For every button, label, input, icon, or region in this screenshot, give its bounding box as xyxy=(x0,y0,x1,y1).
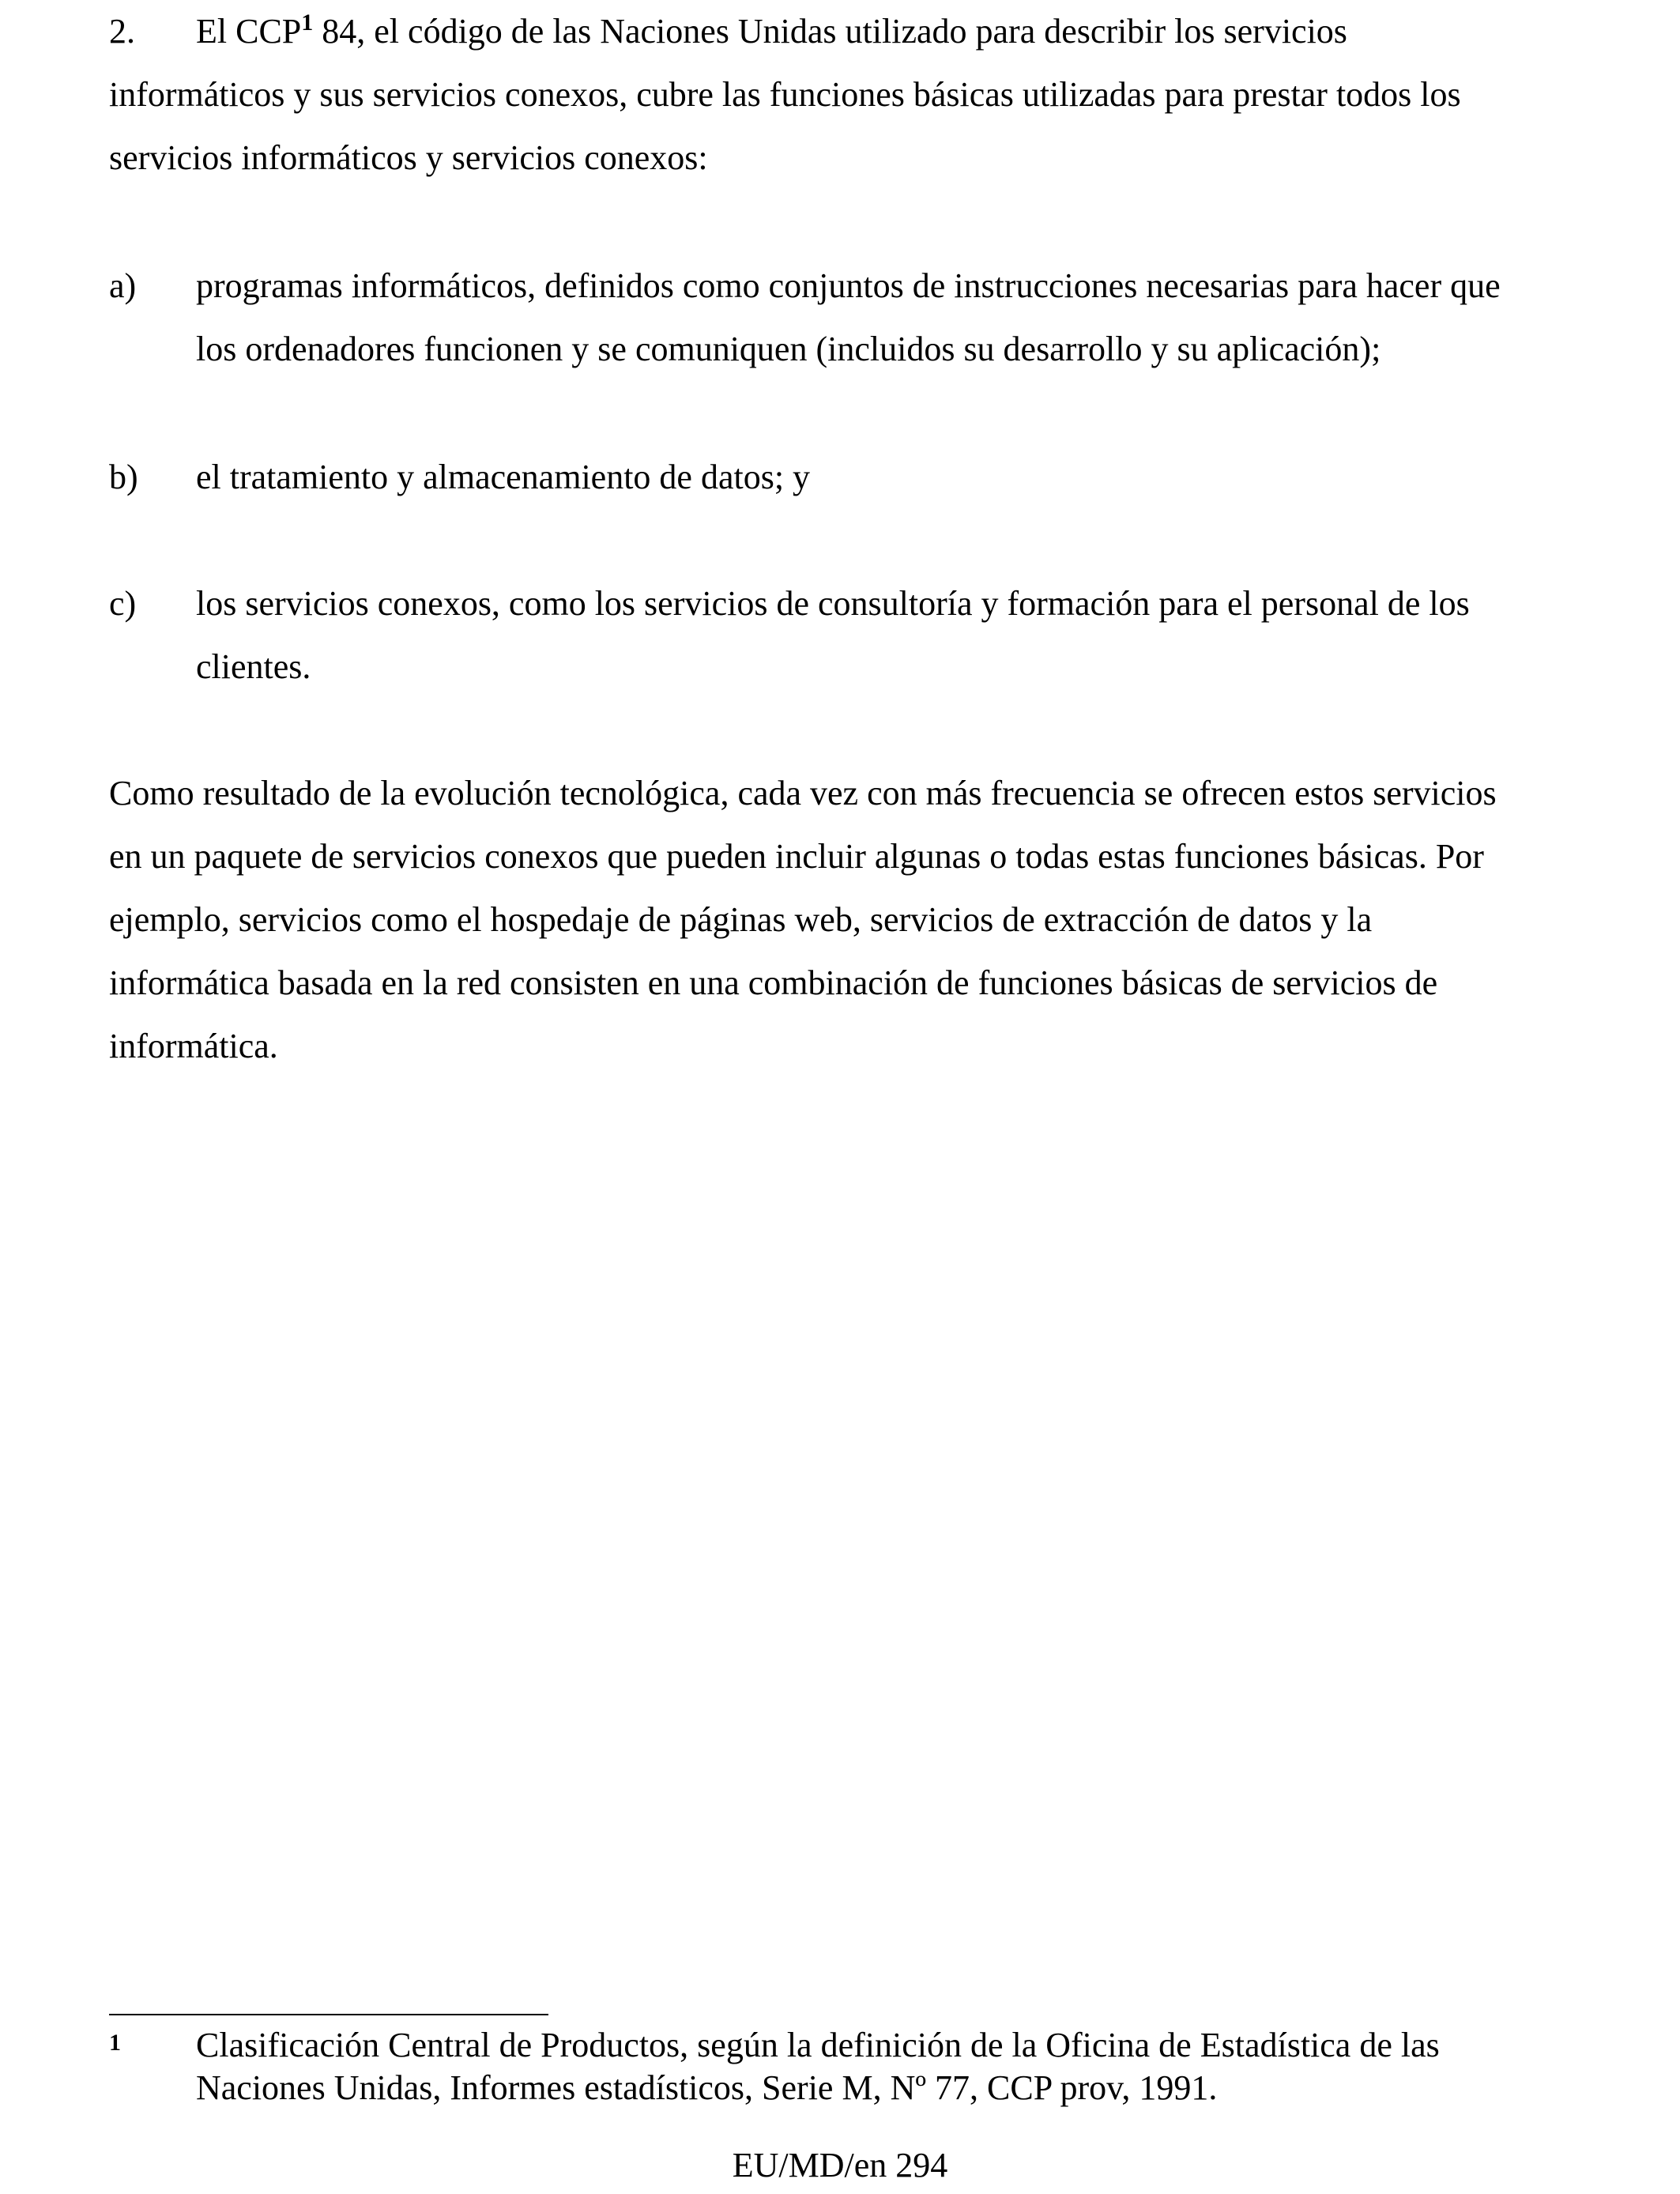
footnote-mark: 1 xyxy=(109,2030,121,2056)
closing-paragraph-line-4: informática basada en la red consisten en una combinación de funciones básicas de servicios de xyxy=(109,963,1438,1002)
list-item-label-a: a) xyxy=(109,266,137,305)
list-item-c-line-2: clientes. xyxy=(196,647,311,686)
closing-paragraph-line-3: ejemplo, servicios como el hospedaje de páginas web, servicios de extracción de datos y la xyxy=(109,900,1373,939)
closing-paragraph-line-2: en un paquete de servicios conexos que pueden incluir algunas o todas estas funciones básicas. Por xyxy=(109,837,1484,876)
page-footer: EU/MD/en 294 xyxy=(732,2146,948,2185)
closing-paragraph-line-5: informática. xyxy=(109,1027,278,1065)
footnote-separator xyxy=(109,2014,548,2015)
paragraph-2-line-1-start: El CCP xyxy=(196,12,302,51)
list-item-label-b: b) xyxy=(109,458,138,496)
paragraph-2-line-2: informáticos y sus servicios conexos, cubre las funciones básicas utilizadas para prestar todos los xyxy=(109,75,1461,114)
list-item-a-line-1: programas informáticos, definidos como conjuntos de instrucciones necesarias para hacer que xyxy=(196,266,1501,305)
paragraph-number: 2. xyxy=(109,12,135,51)
list-item-label-c: c) xyxy=(109,584,137,623)
list-item-b-line-1: el tratamiento y almacenamiento de datos; y xyxy=(196,458,811,496)
closing-paragraph-line-1: Como resultado de la evolución tecnológica, cada vez con más frecuencia se ofrecen estos servicios xyxy=(109,774,1497,812)
list-item-c-line-1: los servicios conexos, como los servicios de consultoría y formación para el personal de los xyxy=(196,584,1470,623)
paragraph-2-line-1 xyxy=(196,9,1347,51)
paragraph-2-line-3: servicios informáticos y servicios conexos: xyxy=(109,138,708,177)
paragraph-2-line-1-end: 84, el código de las Naciones Unidas utilizado para describir los servicios xyxy=(313,12,1347,51)
footnote-line-2: Naciones Unidas, Informes estadísticos, Serie M, Nº 77, CCP prov, 1991. xyxy=(196,2068,1218,2107)
footnote-reference[interactable]: 1 xyxy=(301,9,314,36)
list-item-a-line-2: los ordenadores funcionen y se comuniquen (incluidos su desarrollo y su aplicación); xyxy=(196,330,1381,368)
footnote-line-1: Clasificación Central de Productos, según la definición de la Oficina de Estadística de las xyxy=(196,2026,1440,2064)
